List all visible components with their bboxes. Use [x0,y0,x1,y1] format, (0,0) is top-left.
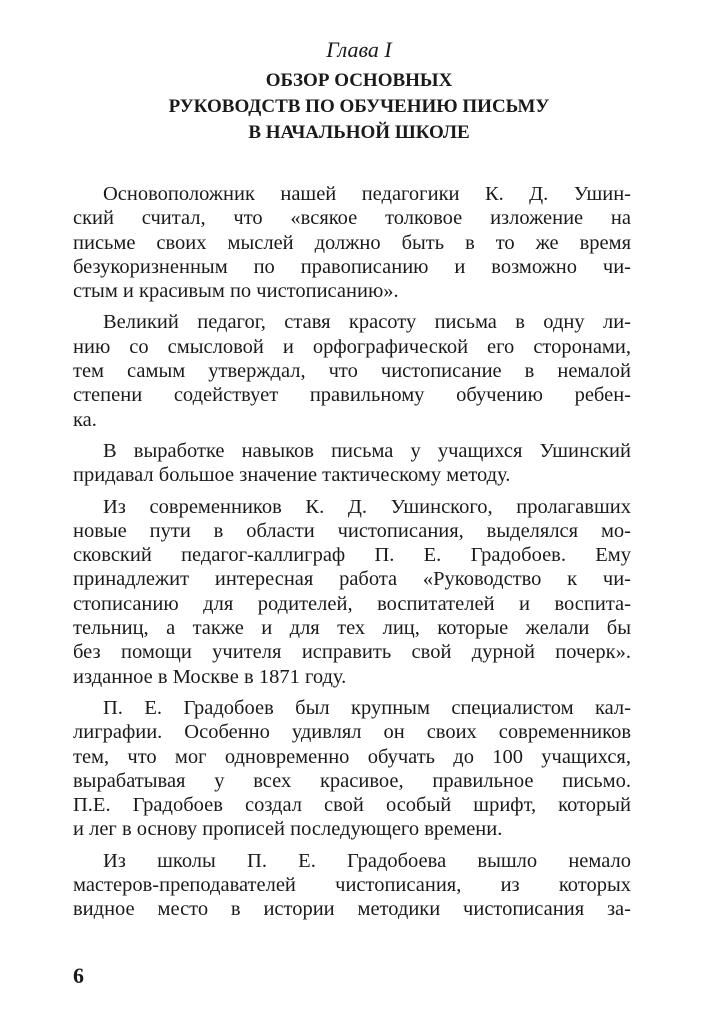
text-line: В выработке навыков письма у учащихся Ушинский [103,439,631,462]
text-line: стым и красивым по чистописанию». [73,280,399,303]
chapter-label: Глава I [326,37,392,62]
text-line: степени содействует правильному обучению ребен- [73,384,631,407]
text-line: новые пути в области чистописания, выделялся мо- [73,519,631,542]
text-line: тем самым утверждал, что чистописание в немалой [73,360,631,383]
text-line: изданное в Москве в 1871 году. [73,665,347,688]
text-line: П. Е. Градобоев был крупным специалистом кал- [103,696,631,719]
text-line: Из современников К. Д. Ушинского, пролагавших [103,495,631,518]
text-line: письме своих мыслей должно быть в то же время [73,231,631,254]
text-line: Основоположник нашей педагогики К. Д. Ушин- [103,183,631,205]
paragraph [73,310,631,431]
paragraph [73,182,631,303]
text-line: тем, что мог одновременно обучать до 100 учащихся, [73,745,631,768]
text-line: мастеров-преподавателей чистописания, из которых [73,874,631,897]
text-line: лиграфии. Особенно удивлял он своих современников [73,721,631,744]
paragraph [73,849,631,922]
chapter-title-line: ОБЗОР ОСНОВНЫХ [265,70,453,91]
text-line: видное место в истории методики чистописания за- [73,898,631,921]
text-line: ский считал, что «всякое толковое изложение на [73,207,631,230]
paragraph [73,495,631,689]
chapter-title-line: РУКОВОДСТВ ПО ОБУЧЕНИЮ ПИСЬМУ [168,96,550,117]
text-line: П.Е. Градобоев создал свой особый шрифт, который [73,794,631,817]
text-line: Великий педагог, ставя красоту письма в одну ли- [103,311,631,334]
text-line: стописанию для родителей, воспитателей и воспита- [73,592,631,615]
chapter-title-line: В НАЧАЛЬНОЙ ШКОЛЕ [248,122,470,143]
text-line: принадлежит интересная работа «Руководство к чи- [73,568,631,591]
paragraph [73,439,631,488]
text-line: и лег в основу прописей последующего времени. [73,818,503,841]
text-line: вырабатывая у всех красивое, правильное письмо. [73,769,631,792]
chapter-title [0,68,708,146]
text-line: без помощи учителя исправить свой дурной почерк». [73,641,631,664]
text-line: Из школы П. Е. Градобоева вышло немало [103,849,631,872]
text-line: безукоризненным по правописанию и возможно чи- [73,255,631,278]
page-number: 6 [73,963,84,988]
text-line: придавал большое значение тактическому методу. [73,464,511,487]
text-line: нию со смысловой и орфографической его сторонами, [73,335,631,358]
body-text [73,182,631,929]
text-line: ка. [73,408,97,431]
text-line: сковский педагог-каллиграф П. Е. Градобоев. Ему [73,544,631,567]
paragraph [73,696,631,842]
text-line: тельниц, а также и для тех лиц, которые желали бы [73,617,631,640]
